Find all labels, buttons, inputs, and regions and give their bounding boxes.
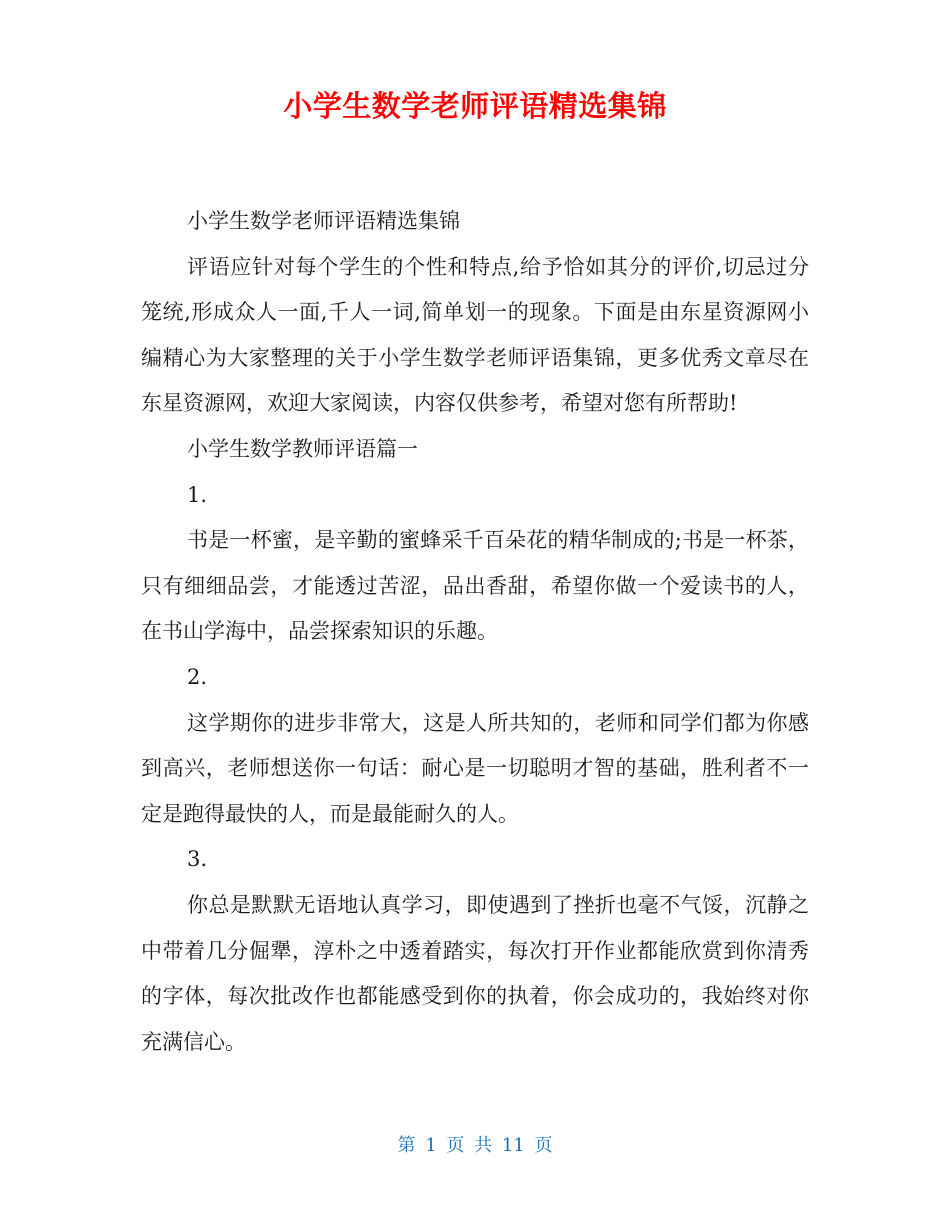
- section-heading: 小学生数学教师评语篇一: [187, 436, 418, 461]
- page-footer: 第 1 页 共 11 页: [397, 1135, 553, 1156]
- document-body: [141, 199, 809, 1065]
- comment-2: 这学期你的进步非常大，这是人所共知的，老师和同学们都为你感到高兴，老师想送你一句话：耐心是一切聪明才智的基础，胜利者不一定是跑得最快的人，而是最能耐久的人。: [141, 710, 809, 826]
- paragraph-heading: 小学生数学老师评语精选集锦: [187, 209, 460, 233]
- document-title: 小学生数学老师评语精选集锦: [283, 89, 667, 123]
- comment-1: 书是一杯蜜，是辛勤的蜜蜂采千百朵花的精华制成的;书是一杯茶，只有细细品尝，才能透过苦涩，品出香甜，希望你做一个爱读书的人，在书山学海中，品尝探索知识的乐趣。: [141, 528, 809, 644]
- item-number-2: 2.: [187, 664, 208, 689]
- comment-3: 你总是默默无语地认真学习，即使遇到了挫折也毫不气馁，沉静之中带着几分倔犟，淳朴之中透着踏实，每次打开作业都能欣赏到你清秀的字体，每次批改作也都能感受到你的执着，你会成功的，我始终对你充满信心。: [141, 892, 809, 1054]
- item-number-1: 1.: [187, 482, 208, 507]
- item-number-3: 3.: [187, 847, 208, 872]
- paragraph-intro: 评语应针对每个学生的个性和特点,给予恰如其分的评价,切忌过分笼统,形成众人一面,千人一词,简单划一的现象。下面是由东星资源网小编精心为大家整理的关于小学生数学老师评语集锦，更多优秀文章尽在东星资源网，欢迎大家阅读，内容仅供参考，希望对您有所帮助!: [141, 254, 809, 416]
